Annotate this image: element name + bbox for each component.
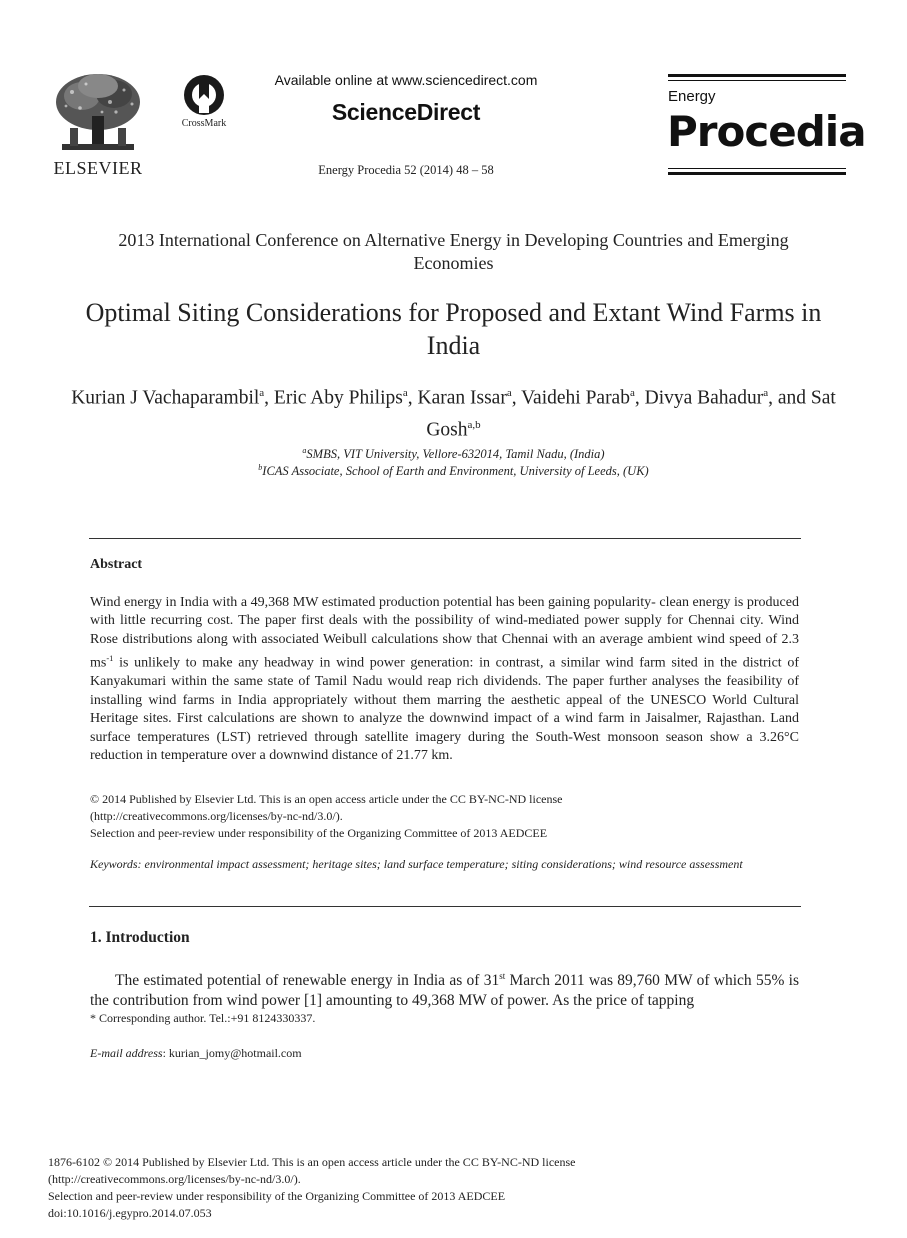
paper-title: Optimal Siting Considerations for Proposed and Extant Wind Farms in India [85,298,822,360]
abstract-superscript: -1 [106,653,114,664]
introduction-heading: 1. Introduction [90,929,190,946]
affiliation-b [60,463,847,479]
footer-peer-review: Selection and peer-review under responsibility of the Organizing Committee of 2013 AEDCEE [48,1189,506,1203]
author-affil-marker: a,b [467,418,481,431]
author-name: Divya Bahadur [644,387,764,409]
author-affil-marker: a [402,387,408,399]
affiliation-marker: a [302,446,307,455]
crossmark-label: CrossMark [181,118,227,129]
divider-top [89,538,801,539]
elsevier-logo [48,72,148,182]
crossmark-icon [174,74,234,120]
affiliation-marker: b [258,463,263,472]
divider-bottom [89,906,801,907]
email-address [90,1046,302,1061]
energy-procedia-logo [667,74,866,178]
elsevier-tree-icon [52,72,144,156]
logo-rule-bottom [668,172,846,175]
available-online: Available online at www.sciencedirect.com [274,72,538,88]
intro-text-part: The estimated potential of renewable energy in India as of 31 [115,972,500,990]
conference-name: 2013 International Conference on Alternative Energy in Developing Countries and Emerging Economies [118,230,789,273]
journal-small-word: Energy [668,88,716,105]
license-link[interactable]: (http://creativecommons.org/licenses/by-nc-nd/3.0/). [90,809,343,823]
affiliation-text: SMBS, VIT University, Vellore-632014, Tamil Nadu, (India) [306,447,605,462]
abstract-text-part: is unlikely to make any headway in wind power generation: in contrast, a similar wind farm sited in the district of Kanyakumari within the same state of Tamil Nadu would reap rich dividends. The paper further analyses the feasibility of installing wind farms in India appropriately without them marring the aesthetic appeal of the UNESCO World Cultural Heritage sites. First calculations are shown to analyze the downwind impact of a wind farm in Jaisalmer, Rajasthan. Land surface temperatures (LST) retrieved through satellite imagery during the South-West monsoon season show a 3.26°C reduction in temperature over a downwind distance of 21.77 km. [90,655,799,763]
crossmark-badge[interactable] [174,74,234,134]
author-affil-marker: a [629,387,635,399]
author-connector: and [777,387,806,409]
author-affil-marker: a [763,387,769,399]
footer-license-link[interactable]: (http://creativecommons.org/licenses/by-nc-nd/3.0/). [48,1172,301,1186]
intro-superscript: st [499,971,506,981]
author-name: Karan Issar [417,387,507,409]
introduction-body [90,966,799,1011]
publisher-name: ELSEVIER [53,158,143,178]
footer-doi[interactable]: doi:10.1016/j.egypro.2014.07.053 [48,1206,212,1220]
author-name: Eric Aby Philips [273,387,403,409]
email-value[interactable]: : kurian_jomy@hotmail.com [162,1046,302,1060]
author-affil-marker: a [259,387,265,399]
journal-reference: Energy Procedia 52 (2014) 48 – 58 [318,163,494,177]
author-affil-marker: a [506,387,512,399]
author-list: Kurian J Vachaparambil$^a$, Eric Aby Philips$^a$, Karan Issar$^a$, Vaidehi Parab$^a$, Divya Bahadur$^a$, and Sat Gosh$^{a,b}$ [71,387,836,440]
author-name: Sat Gosh [426,387,836,440]
intro-text-part: March 2011 was 89,760 MW of which 55% is the contribution from wind power [1] amounting to 49,368 MW of power. As the price of tapping [90,972,799,1010]
author-name: Kurian J Vachaparambil [71,387,260,409]
abstract-text-part: Wind energy in India with a 49,368 MW estimated production potential has been gaining popularity- clean energy is produced with little recurring cost. The paper first deals with the possibility of wind-mediated power supply for Chennai city. Wind Rose distributions along with associated Weibull calculations show that Chennai with an average ambient wind speed of 2.3 ms [90,595,799,671]
author-name: Vaidehi Parab [521,387,630,409]
affiliation-text: ICAS Associate, School of Earth and Environment, University of Leeds, (UK) [262,464,649,479]
sciencedirect-brand: ScienceDirect [331,99,481,125]
abstract-body [90,594,799,765]
corresponding-author: * Corresponding author. Tel.:+91 8124330337. [90,1011,316,1025]
abstract-heading: Abstract [90,557,143,572]
logo-rule-top [668,74,846,77]
license-line: © 2014 Published by Elsevier Ltd. This is an open access article under the CC BY-NC-ND license [90,792,563,806]
affiliation-a [60,446,847,462]
footer-issn-line: 1876-6102 © 2014 Published by Elsevier Ltd. This is an open access article under the CC BY-NC-ND license [48,1155,576,1169]
keywords: Keywords: environmental impact assessment; heritage sites; land surface temperature; siting considerations; wind resource assessment [90,857,743,871]
logo-rule-top-thin [668,80,846,81]
email-label: E-mail address [90,1046,163,1060]
peer-review-line: Selection and peer-review under responsibility of the Organizing Committee of 2013 AEDCEE [90,826,548,840]
logo-rule-bottom-thin [668,168,846,169]
journal-big-word: Procedia [667,107,866,156]
